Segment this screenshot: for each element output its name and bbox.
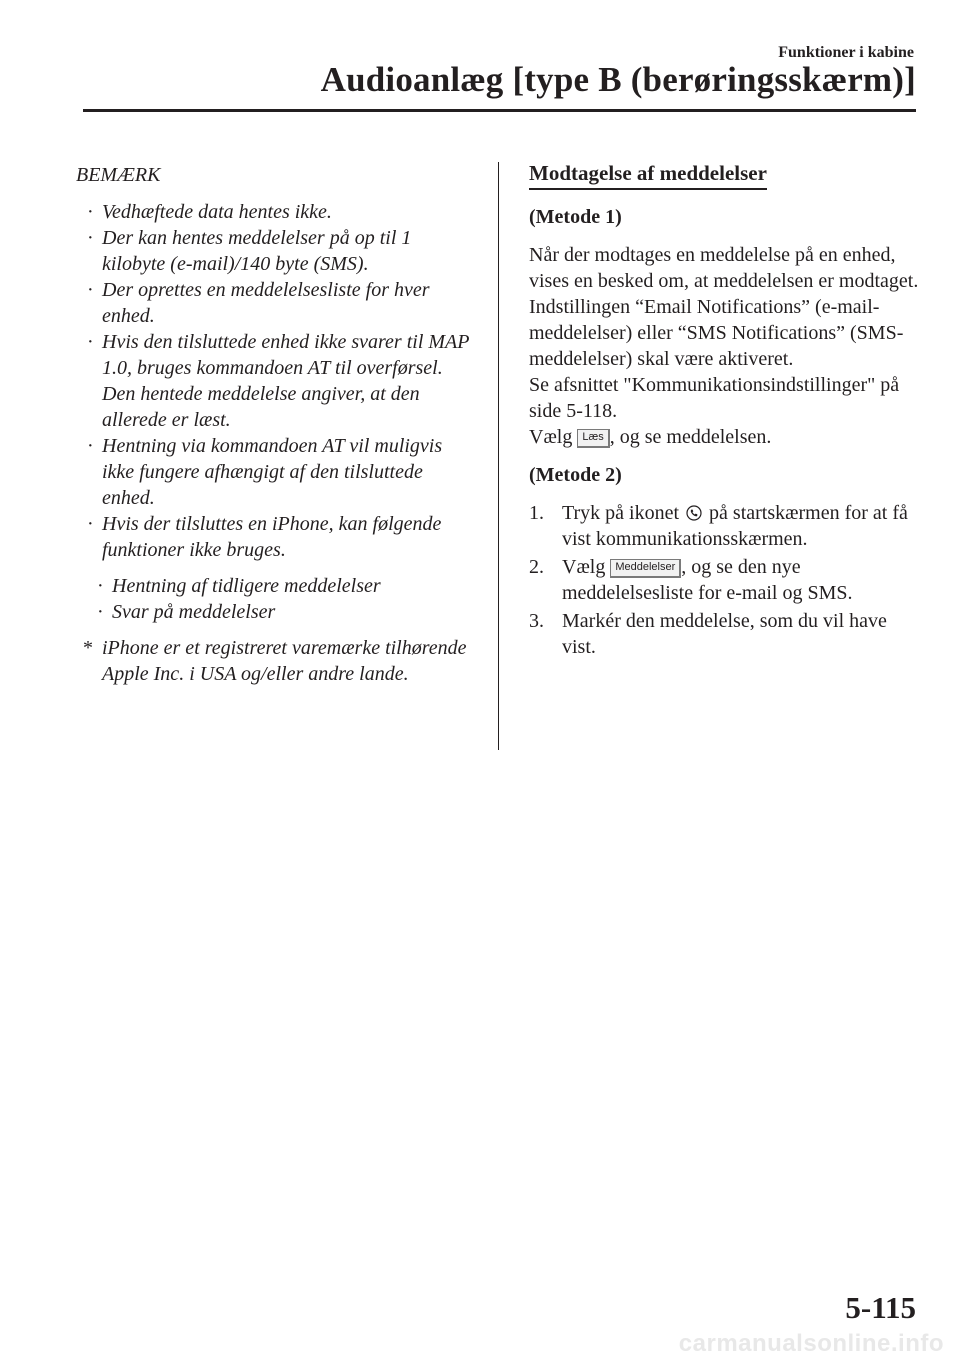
- read-button: Læs: [577, 429, 609, 448]
- page-title: Audioanlæg [type B (berøringsskærm)]: [320, 60, 916, 99]
- receive-section: [529, 160, 921, 662]
- header-section-label: Funktioner i kabine: [778, 44, 914, 61]
- page-number: 5-115: [845, 1290, 916, 1325]
- method-1-select: [529, 424, 921, 450]
- step-text: Tryk på ikonet: [562, 502, 680, 524]
- method-1-title: (Metode 1): [529, 206, 622, 228]
- step-number: 1.: [529, 502, 544, 524]
- footnote-asterisk: *: [83, 637, 93, 659]
- note-bullet: · Hentning via kommandoen AT vil muligvis ikke fungere afhængigt af den tilsluttede enhed.: [76, 433, 476, 511]
- section-heading: Modtagelse af meddelelser: [529, 160, 767, 190]
- watermark: carmanualsonline.info: [678, 1330, 944, 1357]
- note-bullet: · Vedhæftede data hentes ikke.: [76, 199, 476, 225]
- note-sub-bullet: · Svar på meddelelser: [86, 599, 476, 625]
- note-bullet: · Hvis der tilsluttes en iPhone, kan følgende funktioner ikke bruges.: [76, 511, 476, 563]
- step-3: [529, 608, 921, 660]
- note-title: BEMÆRK: [76, 164, 161, 186]
- method-1-see-reference: Se afsnittet "Kommunikationsindstillinger" på side 5-118.: [529, 374, 900, 422]
- messages-button: Meddelelser: [610, 559, 681, 578]
- note-sub-list: [76, 573, 476, 625]
- select-suffix: , og se meddelelsen.: [609, 426, 772, 448]
- step-text: på startskærmen for at få vist kommunikationsskærmen.: [562, 502, 908, 550]
- step-text: Markér den meddelelse, som du vil have vist.: [562, 610, 887, 658]
- note-bullet: · Der kan hentes meddelelser på op til 1 kilobyte (e-mail)/140 byte (SMS).: [76, 225, 476, 277]
- note-block: [76, 162, 476, 707]
- column-divider: [498, 162, 499, 750]
- note-sub-bullet: · Hentning af tidligere meddelelser: [86, 573, 476, 599]
- select-prefix: Vælg: [529, 426, 573, 448]
- note-bullet: · Hvis den tilsluttede enhed ikke svarer til MAP 1.0, bruges kommandoen AT til overførsel. Den hentede meddelelse angiver, at den allerede er læst.: [76, 329, 476, 433]
- step-1: [529, 500, 921, 552]
- footnote-text: iPhone er et registreret varemærke tilhørende Apple Inc. i USA og/eller andre lande.: [102, 637, 467, 685]
- trademark-footnote: [76, 635, 476, 687]
- step-text: Vælg: [562, 556, 606, 578]
- step-2: [529, 554, 921, 606]
- note-bullet: · Der oprettes en meddelelsesliste for hver enhed.: [76, 277, 476, 329]
- step-text: , og se den nye meddelelsesliste for e-mail og SMS.: [562, 556, 853, 604]
- phone-icon: [686, 505, 702, 521]
- method-2-title: (Metode 2): [529, 464, 622, 486]
- method-1-text: Når der modtages en meddelelse på en enhed, vises en besked om, at meddelelsen er modtaget. Indstillingen “Email Notifications” (e-mail-meddelelser) eller “SMS Notifications” (SMS-meddelelser) skal være aktiveret.: [529, 244, 919, 370]
- header-divider: [83, 109, 916, 112]
- step-number: 3.: [529, 610, 544, 632]
- step-number: 2.: [529, 556, 544, 578]
